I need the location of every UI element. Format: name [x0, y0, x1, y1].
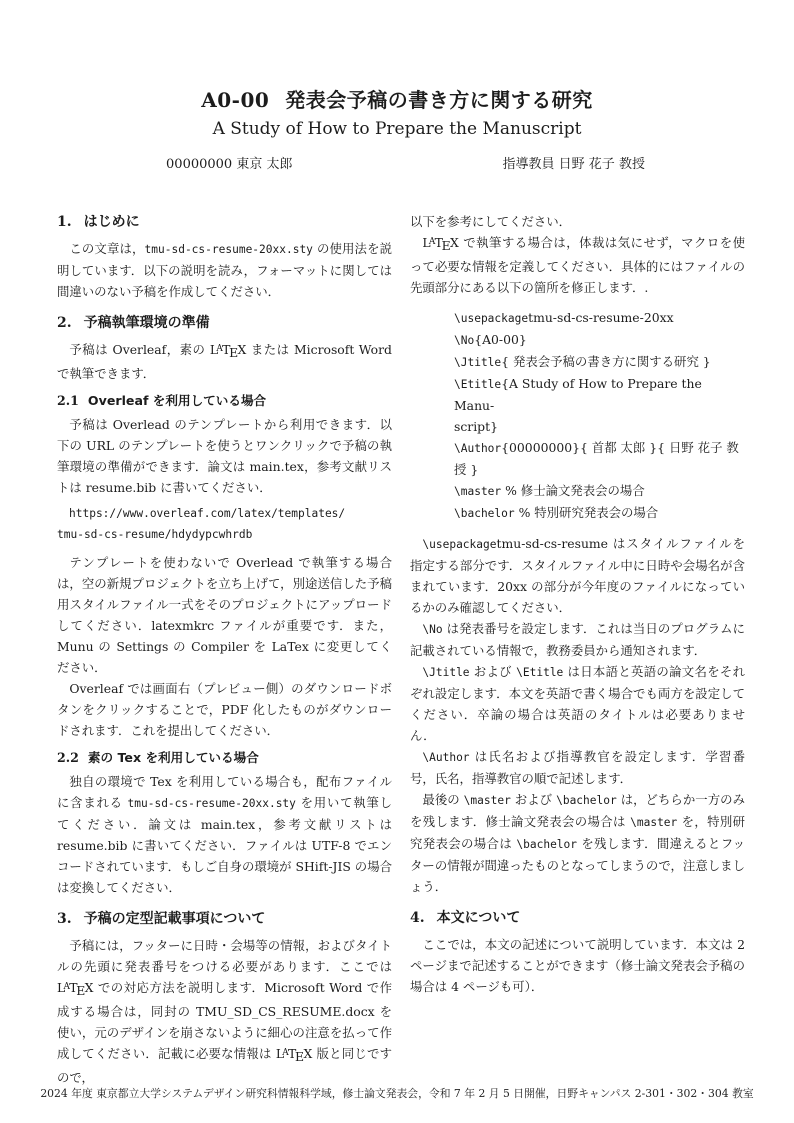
latex-logo: $L^ATEX$ [209, 342, 247, 360]
code-argument: {00000000}{ 首都 太郎 }{ 日野 花子 教授 } [454, 439, 739, 477]
section-heading [410, 909, 745, 927]
code-argument: script} [454, 418, 498, 434]
section-heading [57, 213, 392, 231]
paragraph [57, 238, 392, 302]
latex-logo: $L^ATEX$ [422, 235, 459, 253]
heading-number: 1. [57, 214, 72, 230]
paragraph [57, 935, 392, 1088]
title-english: A Study of How to Prepare the Manuscript [212, 119, 582, 139]
text-run: tmu-sd-cs-resume はスタイルファイルを指定する部分です．スタイルファイル中に日時や会場名が含まれています．20xx の部分が今年度のファイルになっているかのみ確認してください． [410, 535, 745, 615]
code-argument: {A Study of How to Prepare the Manu- [454, 375, 702, 413]
text-run: 以下を参考にしてください． [410, 214, 572, 229]
document-body [57, 211, 746, 1088]
heading-number: 4. [410, 909, 425, 926]
column-left [57, 211, 392, 1088]
text-run: を用いて執筆してください．論文は main.tex，参考文献リストは resume.bib に書いてください．ファイルは UTF-8 でエンコードされています．もしご自身の環境が SHift-JIS の場合は変換してください． [57, 794, 392, 895]
code-argument: { 発表会予稿の書き方に関する研究 } [501, 353, 711, 369]
code-command: \usepackage [454, 311, 529, 325]
section-heading [57, 910, 392, 928]
heading-number: 2.2 [57, 749, 79, 765]
text-run: テンプレートを使わないで Overlead で執筆する場合は，空の新規プロジェクトを立ち上げて，別途送信した予稿用スタイルファイル一式をそのプロジェクトにアップロードしてください．latexmkrc ファイルが重要です．また，Munu の Settings の Compiler を LaTex に変更してください． [57, 554, 392, 675]
code-line [454, 502, 745, 524]
text-run: または Microsoft Word で執筆できます． [57, 342, 392, 381]
text-run: は発表番号を設定します．これは当日のプログラムに記載されている情報で，教務委員から通知されます． [410, 620, 745, 658]
text-run: 版と同じですので， [57, 1045, 392, 1085]
text-run: および [510, 791, 557, 807]
verbatim-url-block [57, 503, 392, 545]
code-line [454, 373, 745, 416]
author-student: 00000000 東京 太郎 [166, 157, 293, 172]
latex-code-block [410, 307, 745, 524]
code-line [454, 329, 745, 351]
footer-text: 2024 年度 東京都立大学システムデザイン研究科情報科学域，修士論文発表会，令和 7 年 2 月 5 日開催，日野キャンパス 2-301・302・304 教室 [40, 1087, 754, 1100]
inline-code: \bachelor [516, 837, 578, 851]
code-argument: tmu-sd-cs-resume-20xx [528, 309, 674, 325]
heading-number: 3. [57, 910, 72, 927]
page-title [0, 84, 794, 113]
subsection-heading [57, 750, 392, 766]
text-run: を，特別研究発表会の場合は [410, 813, 745, 851]
code-command: \master [454, 484, 502, 498]
paragraph [410, 618, 745, 661]
title-japanese: 発表会予稿の書き方に関する研究 [285, 88, 593, 112]
code-line [454, 307, 745, 329]
paragraph [410, 533, 745, 618]
section-heading [57, 314, 392, 332]
inline-code: \master [463, 793, 511, 807]
text-run: 予稿には，フッターに日時・会場等の情報，およびタイトルの先頭に発表番号をつける必要があります．ここでは [57, 937, 392, 974]
code-argument: {A0-00} [474, 331, 527, 347]
text-run: ここでは，本文の記述について説明しています．本文は 2 ページまで記述することができます（修士論文発表会予稿の場合は 4 ページも可）． [410, 936, 745, 994]
url-line: https://www.overleaf.com/latex/templates/ [69, 506, 346, 520]
presentation-number: A0-00 [201, 88, 270, 112]
text-run: を残します．間違えるとフッターの情報が間違ったものとなってしまうので，注意しましょう． [410, 835, 745, 894]
text-run: 独自の環境で Tex を利用している場合も，配布ファイルに含まれる [57, 773, 392, 810]
paragraph [410, 789, 745, 897]
text-run: は，どちらか一方のみを残します．修士論文発表会の場合は [410, 791, 745, 829]
inline-code: \Etitle [516, 665, 564, 679]
inline-code: tmu-sd-cs-resume-20xx.sty [144, 243, 313, 256]
column-right [410, 211, 745, 1088]
latex-logo: $L^ATEX$ [57, 979, 94, 998]
heading-text: Overleaf を利用している場合 [87, 392, 267, 408]
heading-text: 予稿執筆環境の準備 [83, 315, 210, 331]
author-row [57, 153, 746, 172]
paragraph [410, 934, 745, 997]
code-command: \bachelor [454, 506, 515, 520]
code-command: \Author [454, 441, 502, 455]
inline-code: \Author [422, 750, 470, 764]
paragraph [57, 678, 392, 741]
code-line [454, 437, 745, 480]
url-line: tmu-sd-cs-resume/hdydypcwhrdb [57, 527, 253, 541]
code-line [454, 480, 745, 502]
text-run: で執筆する場合は，体裁は気にせず，マクロを使って必要な情報を定義してください．具体的にはファイルの先頭部分にある以下の箇所を修正します．. [410, 235, 745, 295]
heading-text: 本文について [436, 909, 521, 926]
text-run: の使用法を説明しています．以下の説明を読み，フォーマットに関しては間違いのない予稿を作成してください． [57, 241, 392, 299]
inline-code: \No [422, 622, 443, 636]
text-run: この文章は， [69, 241, 145, 256]
paragraph [410, 211, 745, 232]
code-command: \Jtitle [454, 355, 502, 369]
paragraph [57, 771, 392, 898]
text-run: は日本語と英語の論文名をそれぞれ設定します．本文を英語で書く場合でも両方を設定してください．卒論の場合は英語のタイトルは必要ありません． [410, 663, 745, 743]
paragraph [410, 661, 745, 746]
paragraph [57, 339, 392, 384]
latex-logo: $L^ATEX$ [275, 1045, 313, 1064]
inline-code: \usepackage [422, 537, 497, 551]
text-run: での対応方法を説明します．Microsoft Word で作成する場合は，同封の TMU_SD_CS_RESUME.docx を使い，元のデザインを崩さないように細心の注意を払って作成してください．記載に必要な情報は [57, 979, 392, 1061]
paragraph [410, 232, 745, 298]
code-argument: % 修士論文発表会の場合 [501, 482, 645, 498]
text-run: Overleaf では画面右（プレビュー側）のダウンロードボタンをクリックすることで，PDF 化したものがダウンロードされます．これを提出してください． [57, 680, 392, 738]
text-run: は氏名および指導教官を設定します．学習番号，氏名，指導教官の順で記述します． [410, 748, 745, 786]
heading-number: 2.1 [57, 392, 79, 408]
subsection-heading [57, 393, 392, 409]
inline-code: \Jtitle [422, 665, 470, 679]
heading-text: 素の Tex を利用している場合 [87, 749, 259, 765]
heading-text: はじめに [83, 214, 140, 230]
code-argument: % 特別研究発表会の場合 [514, 504, 659, 520]
code-line [454, 416, 745, 437]
paragraph [57, 414, 392, 498]
code-command: \No [454, 333, 475, 347]
inline-code: tmu-sd-cs-resume-20xx.sty [127, 796, 296, 810]
inline-code: \bachelor [556, 793, 617, 807]
paragraph [57, 552, 392, 678]
text-run: 予稿は Overlead のテンプレートから利用できます．以下の URL のテンプレートを使うとワンクリックで予稿の執筆環境の準備ができます．論文は main.tex，参考文献リストは resume.bib に書いてください． [57, 416, 392, 495]
inline-code: \master [630, 815, 678, 829]
code-command: \Etitle [454, 377, 502, 391]
paragraph [410, 746, 745, 789]
text-run: 予稿は Overleaf，素の [69, 342, 210, 357]
code-line [454, 351, 745, 373]
heading-number: 2. [57, 315, 72, 331]
author-advisor: 指導教員 日野 花子 教授 [502, 157, 645, 172]
text-run: 最後の [422, 791, 464, 807]
text-run: および [469, 663, 517, 679]
heading-text: 予稿の定型記載事項について [83, 910, 266, 927]
